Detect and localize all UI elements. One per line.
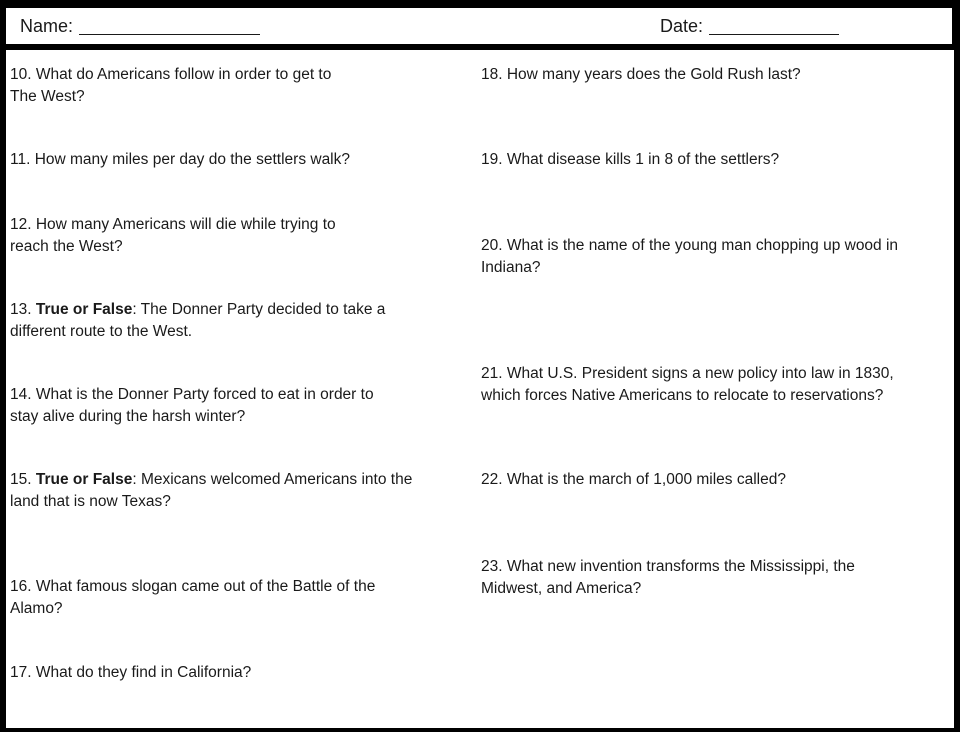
true-or-false-label: True or False [35, 471, 133, 488]
question-17: 17. What do they find in California? [10, 664, 252, 681]
date-blank-line [709, 34, 839, 35]
question-23: 23. What new invention transforms the Mississippi, the Midwest, and America? [481, 558, 855, 597]
question-16: 16. What famous slogan came out of the Battle of the Alamo? [10, 578, 376, 617]
date-label: Date: [660, 16, 704, 36]
question-18: 18. How many years does the Gold Rush last? [481, 66, 801, 83]
questions-panel [6, 50, 954, 728]
question-21: 21. What U.S. President signs a new policy into law in 1830, which forces Native Americans to relocate to reservations? [481, 365, 894, 404]
question-14: 14. What is the Donner Party forced to eat in order to stay alive during the harsh winter? [10, 386, 374, 425]
question-10: 10. What do Americans follow in order to get to The West? [10, 66, 332, 105]
question-19: 19. What disease kills 1 in 8 of the settlers? [481, 151, 780, 168]
question-15: 15. True or False: Mexicans welcomed Americans into the land that is now Texas? [10, 471, 413, 510]
question-12: 12. How many Americans will die while trying to reach the West? [10, 216, 336, 255]
question-20: 20. What is the name of the young man chopping up wood in Indiana? [481, 237, 899, 276]
name-label: Name: [20, 16, 74, 36]
true-or-false-label: True or False [35, 301, 133, 318]
question-13: 13. True or False: The Donner Party decided to take a different route to the West. [10, 301, 386, 340]
question-11: 11. How many miles per day do the settlers walk? [10, 151, 351, 168]
name-blank-line [79, 34, 260, 35]
question-22: 22. What is the march of 1,000 miles called? [481, 471, 786, 488]
worksheet-header [6, 8, 952, 44]
